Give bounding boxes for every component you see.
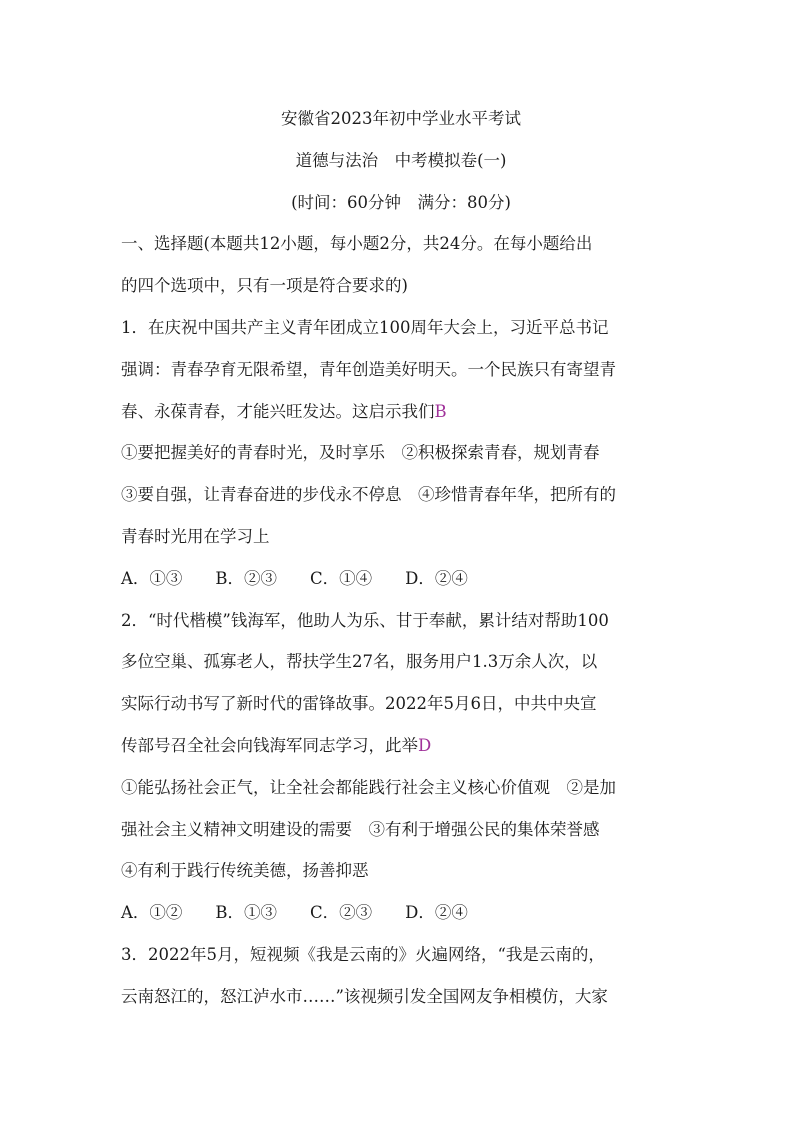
exam-title: 安徽省2023年初中学业水平考试 [281, 109, 521, 128]
q3-stem-line-1: 3．2022年5月，短视频《我是云南的》火遍网络，“我是云南的， [121, 944, 605, 964]
q1-stem-text: 春、永葆青春，才能兴旺发达。这启示我们 [121, 401, 435, 421]
q2-stem-line-3: 实际行动书写了新时代的雷锋故事。2022年5月6日，中共中央宣 [121, 694, 597, 714]
q2-statement-line-3: ④有利于践行传统美德，扬善抑恶 [121, 861, 369, 881]
q1-statement-line-3: 青春时光用在学习上 [121, 526, 270, 546]
exam-subtitle: 道德与法治 中考模拟卷(一) [295, 150, 507, 170]
q1-stem-line-1: 1．在庆祝中国共产主义青年团成立100周年大会上，习近平总书记 [121, 317, 609, 337]
q2-statement-line-1: ①能弘扬社会正气，让全社会都能践行社会主义核心价值观 ②是加 [121, 777, 616, 797]
section-instruction-line-1: 一、选择题(本题共12小题，每小题2分，共24分。在每小题给出 [121, 234, 593, 254]
q2-choices: A．①② B．①③ C．②③ D．②④ [121, 903, 468, 923]
q2-statement-line-2: 强社会主义精神文明建设的需要 ③有利于增强公民的集体荣誉感 [121, 819, 600, 839]
exam-content [121, 104, 681, 1024]
q2-stem-line-1: 2．“时代楷模”钱海军，他助人为乐、甘于奉献，累计结对帮助100 [121, 610, 609, 630]
q1-choices: A．①③ B．②③ C．①④ D．②④ [121, 568, 468, 588]
q2-stem-text: 传部号召全社会向钱海军同志学习，此举 [121, 735, 418, 755]
exam-timing: (时间：60分钟 满分：80分) [291, 192, 511, 212]
q1-statement-line-1: ①要把握美好的青春时光，及时享乐 ②积极探索青春，规划青春 [121, 443, 600, 463]
q2-stem-line-4 [121, 731, 681, 760]
q1-answer: B [434, 401, 447, 421]
q3-stem-line-2: 云南怒江的，怒江泸水市……”该视频引发全国网友争相模仿，大家 [121, 986, 608, 1006]
q2-answer: D [418, 735, 432, 755]
q1-stem-line-3 [121, 397, 681, 426]
q1-statement-line-2: ③要自强，让青春奋进的步伐永不停息 ④珍惜青春年华，把所有的 [121, 485, 616, 505]
q2-stem-line-2: 多位空巢、孤寡老人，帮扶学生27名，服务用户1.3万余人次，以 [121, 652, 598, 672]
section-instruction-line-2: 的四个选项中，只有一项是符合要求的) [121, 276, 408, 296]
q1-stem-line-2: 强调：青春孕育无限希望，青年创造美好明天。一个民族只有寄望青 [121, 359, 616, 379]
